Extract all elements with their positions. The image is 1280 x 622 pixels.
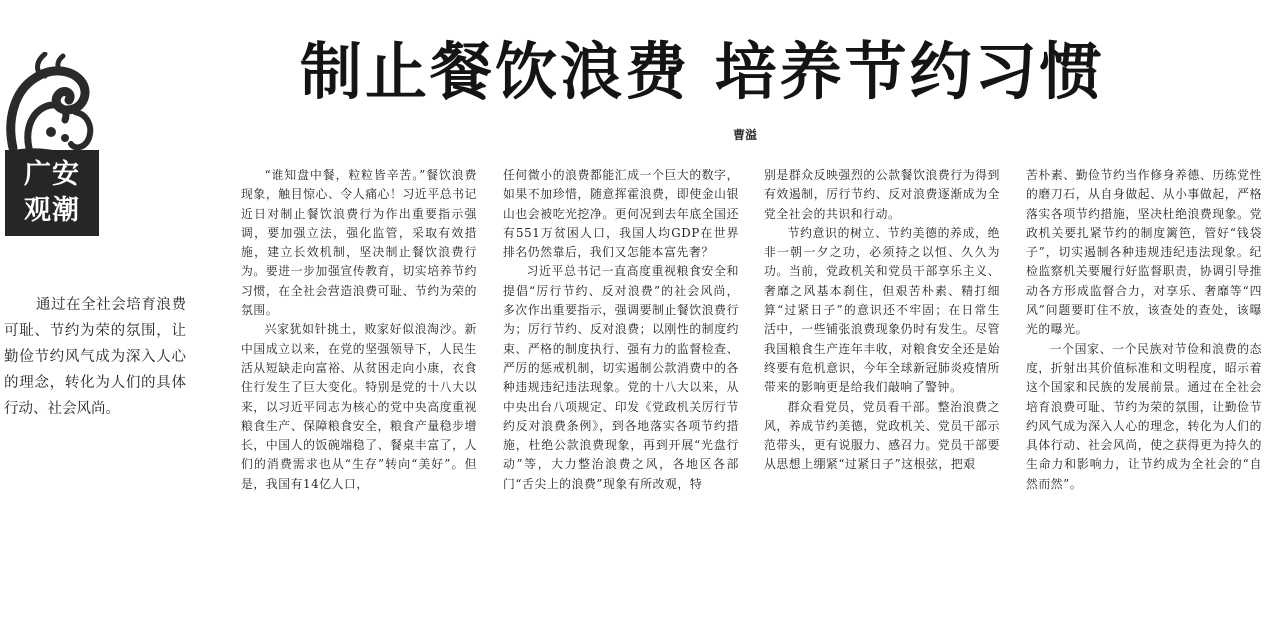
lead-paragraph xyxy=(4,292,186,422)
column-badge-line2: 观潮 xyxy=(24,195,80,226)
author-byline: 曹溢 xyxy=(732,128,757,142)
article-column-1 xyxy=(241,166,477,494)
column-badge xyxy=(5,150,99,236)
paragraph-continued: 苦朴素、勤俭节约当作修身养德、历练党性的磨刀石，从自身做起、从小事做起，严格落实各项节约措施，坚决杜绝浪费现象。党政机关要扎紧节约的制度篱笆，管好“钱袋子”，切实遏制各种违规违纪违法现象。纪检监察机关要履行好监督职责，协调引导推动各方形成监督合力，对享乐、奢靡等“四风”问题要盯住不放，该查处的查处，该曝光的曝光。 xyxy=(1026,168,1262,337)
paragraph-continued: 别是群众反映强烈的公款餐饮浪费行为得到有效遏制，厉行节约、反对浪费逐渐成为全党全社会的共识和行动。 xyxy=(764,168,1000,221)
article-column-4 xyxy=(1026,166,1262,494)
paragraph-continued: 任何微小的浪费都能汇成一个巨大的数字，如果不加珍惜，随意挥霍浪费，即使金山银山也会被吃光挖净。更何况到去年底全国还有551万贫困人口，我国人均GDP在世界排名仍然靠后，我们又怎能本富先奢？ xyxy=(503,168,739,260)
article-column-2 xyxy=(503,166,739,494)
paragraph: 一个国家、一个民族对节俭和浪费的态度，折射出其价值标准和文明程度，昭示着这个国家和民族的发展前景。通过在全社会培育浪费可耻、节约为荣的氛围，让勤俭节约风气成为深入人心的理念，转化为人们的具体行动、社会风尚，使之获得更为持久的生命力和影响力，让节约成为全社会的“自然而然”。 xyxy=(1026,341,1262,491)
wave-logo-icon xyxy=(5,52,99,152)
paragraph: 群众看党员，党员看干部。整治浪费之风，养成节约美德，党政机关、党员干部示范带头，更有说服力、感召力。党员干部要从思想上绷紧“过紧日子”这根弦，把艰 xyxy=(764,399,1000,472)
column-badge-line1: 广安 xyxy=(24,159,80,190)
paragraph: “谁知盘中餐，粒粒皆辛苦。”餐饮浪费现象，触目惊心、令人痛心！习近平总书记近日对制止餐饮浪费行为作出重要指示强调，要加强立法，强化监管，采取有效措施，建立长效机制，坚决制止餐饮浪费行为。要进一步加强宣传教育，切实培养节约习惯，在全社会营造浪费可耻、节约为荣的氛围。 xyxy=(241,168,477,318)
article-column-3 xyxy=(764,166,1000,475)
paragraph: 习近平总书记一直高度重视粮食安全和提倡“厉行节约、反对浪费”的社会风尚，多次作出重要指示，强调要制止餐饮浪费行为；厉行节约、反对浪费；以刚性的制度约束、严格的制度执行、强有力的监督检查、严厉的惩戒机制，切实遏制公款消费中的各种违规违纪违法现象。党的十八大以来，从中央出台八项规定、印发《党政机关厉行节约反对浪费条例》，到各地落实各项节约措施，杜绝公款浪费现象，再到开展“光盘行动”等，大力整治浪费之风，各地区各部门“舌尖上的浪费”现象有所改观，特 xyxy=(503,264,739,491)
headline: 制止餐饮浪费 培养节约习惯 xyxy=(300,35,1105,108)
column-logo xyxy=(5,52,99,238)
paragraph: 兴家犹如针挑土，败家好似浪淘沙。新中国成立以来，在党的坚强领导下，人民生活从短缺走向富裕、从贫困走向小康，衣食住行发生了巨大变化。特别是党的十八大以来，以习近平同志为核心的党中央高度重视粮食生产、保障粮食安全，粮食产量稳步增长，中国人的饭碗端稳了、餐桌丰富了，人们的消费需求也从“生存”转向“美好”。但是，我国有14亿人口， xyxy=(241,322,477,491)
paragraph: 节约意识的树立、节约美德的养成，绝非一朝一夕之功，必须持之以恒、久久为功。当前，党政机关和党员干部享乐主义、奢靡之风基本刹住，但艰苦朴素、精打细算“过紧日子”的意识还不牢固；在日常生活中，一些铺张浪费现象仍时有发生。尽管我国粮食生产连年丰收，对粮食安全还是始终要有危机意识，今年全球新冠肺炎疫情所带来的影响更是给我们敲响了警钟。 xyxy=(764,225,1000,395)
lead-text: 通过在全社会培育浪费可耻、节约为荣的氛围，让勤俭节约风气成为深入人心的理念，转化为人们的具体行动、社会风尚。 xyxy=(4,297,186,417)
